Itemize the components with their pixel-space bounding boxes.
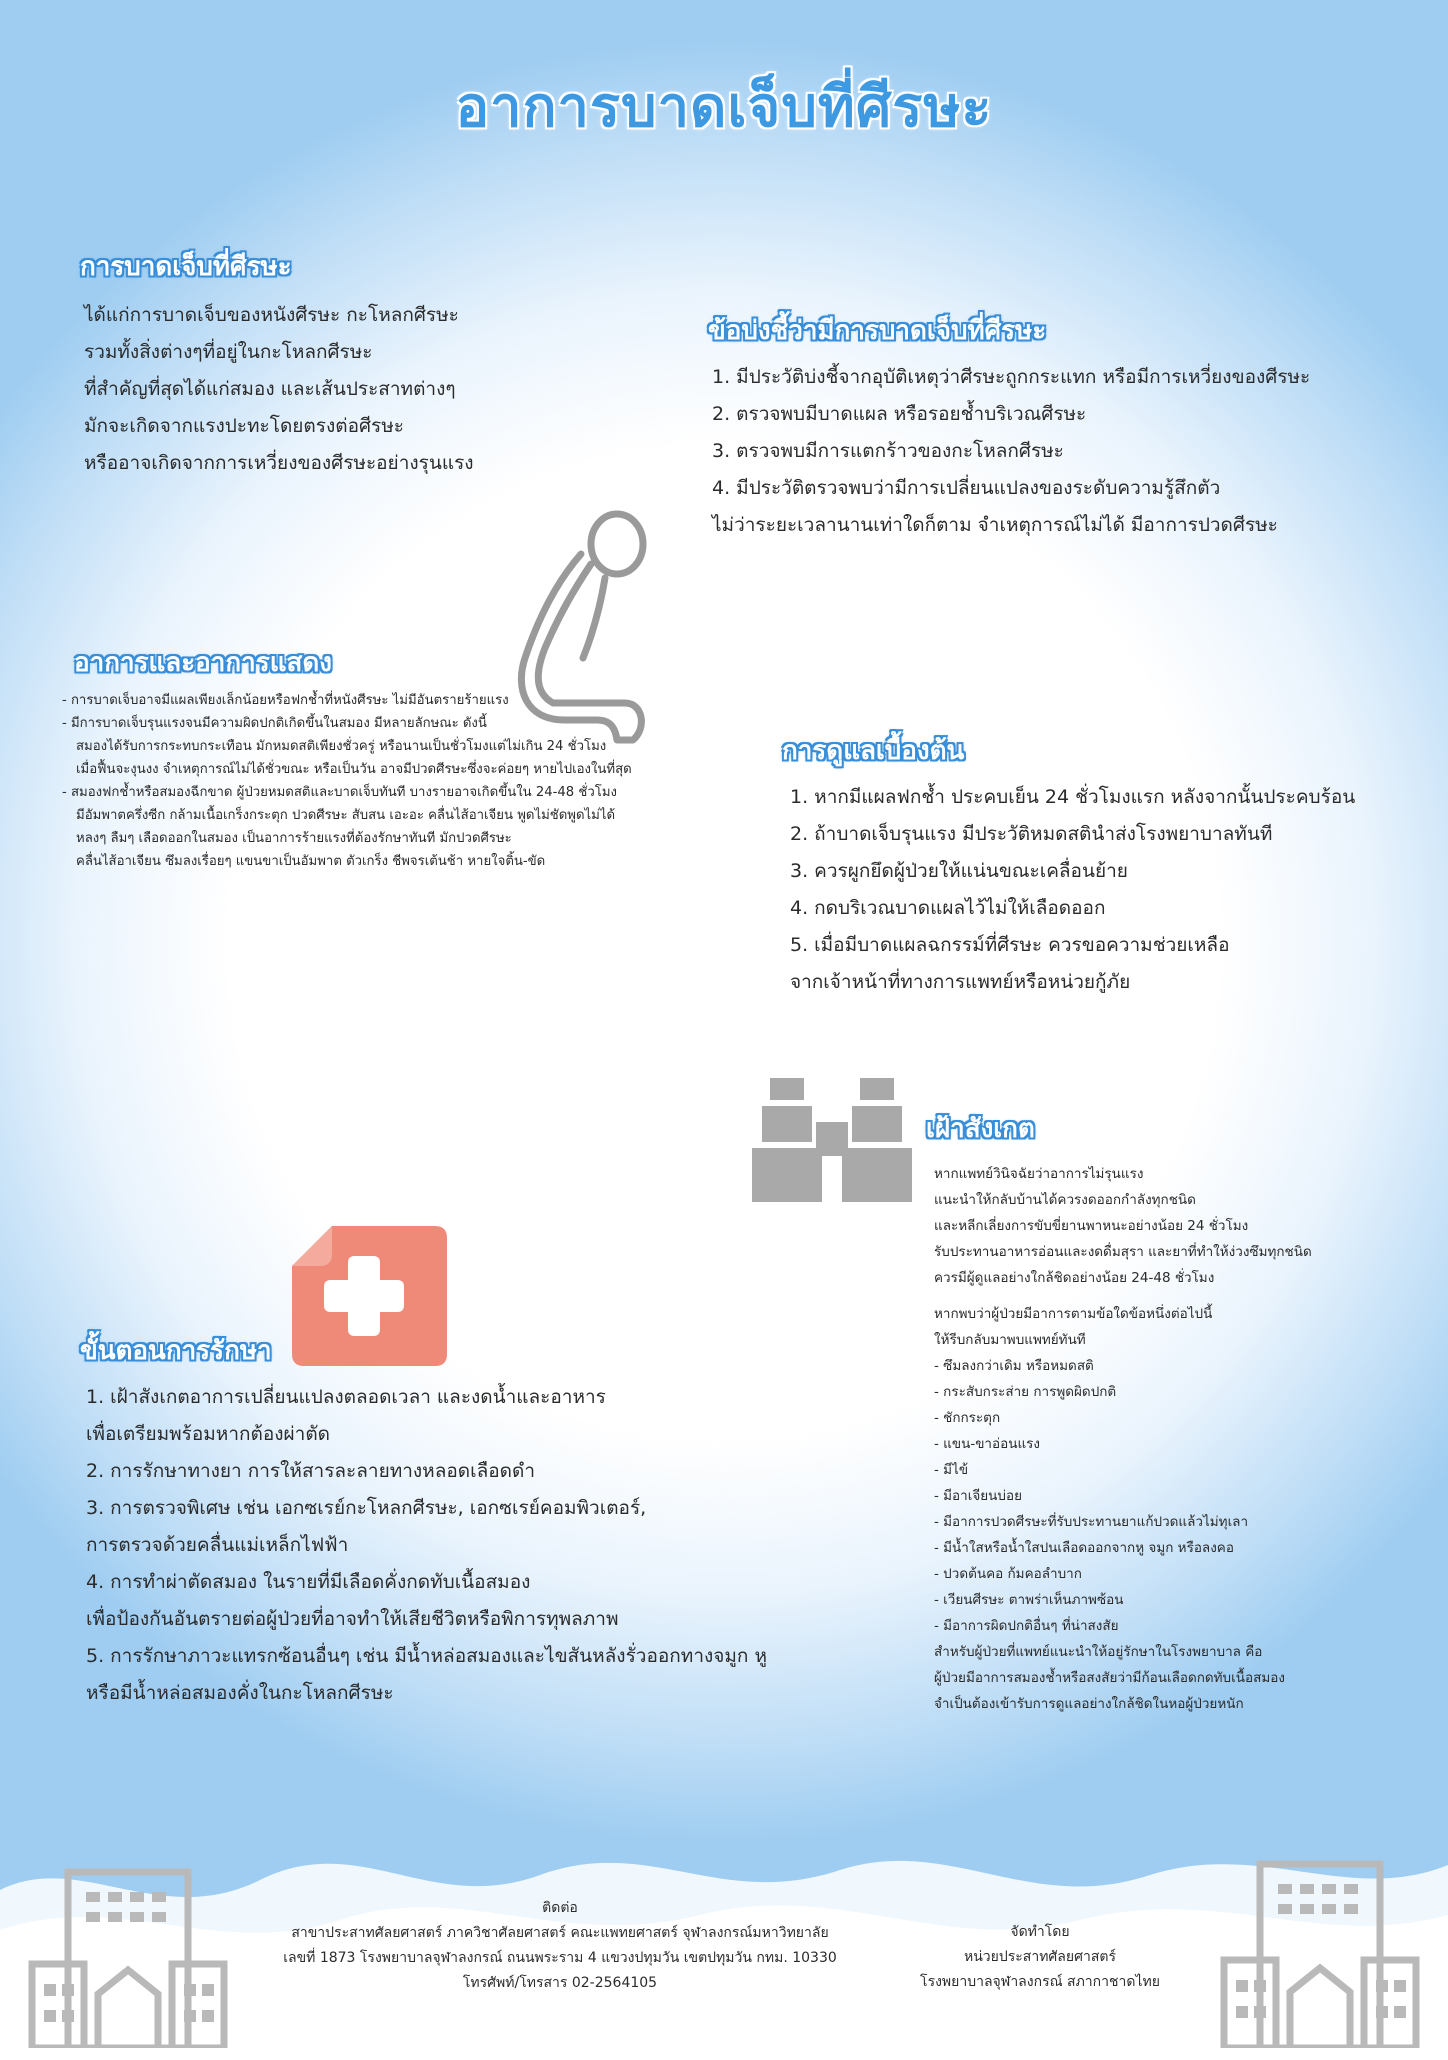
watch-line: หากพบว่าผู้ป่วยมีอาการตามข้อใดข้อหนึ่งต่อไปนี้ bbox=[934, 1306, 1213, 1322]
watch-item: - แขน-ขาอ่อนแรง bbox=[934, 1436, 1040, 1452]
watch-line: ผู้ป่วยมีอาการสมองช้ำหรือสงสัยว่ามีก้อนเลือดกดทับเนื้อสมอง bbox=[934, 1670, 1285, 1686]
watch-item: - ปวดต้นคอ ก้มคอลำบาก bbox=[934, 1566, 1082, 1582]
firstaid-item: จากเจ้าหน้าที่ทางการแพทย์หรือหน่วยกู้ภัย bbox=[790, 971, 1131, 993]
signs-item: ไม่ว่าระยะเวลานานเท่าใดก็ตาม จำเหตุการณ์ไม่ได้ มีอาการปวดศีรษะ bbox=[712, 514, 1278, 536]
intro-line: ได้แก่การบาดเจ็บของหนังศีรษะ กะโหลกศีรษะ bbox=[84, 304, 459, 326]
watch-item: - มีน้ำใสหรือน้ำใสปนเลือดออกจากหู จมูก หรือลงคอ bbox=[934, 1540, 1234, 1556]
treatment-item: 2. การรักษาทางยา การให้สารละลายทางหลอดเลือดดำ bbox=[86, 1460, 535, 1482]
treatment-item: 1. เฝ้าสังเกตอาการเปลี่ยนแปลงตลอดเวลา และงดน้ำและอาหาร bbox=[86, 1386, 606, 1408]
watch-item: - มีไข้ bbox=[934, 1462, 969, 1478]
symptom-line: หลงๆ ลืมๆ เลือดออกในสมอง เป็นอาการร้ายแรงที่ต้องรักษาทันที มักปวดศีรษะ bbox=[76, 831, 512, 846]
firstaid-item: 5. เมื่อมีบาดแผลฉกรรม์ที่ศีรษะ ควรขอความช่วยเหลือ bbox=[790, 934, 1230, 956]
watch-item: - มีอาการผิดปกติอื่นๆ ที่น่าสงสัย bbox=[934, 1618, 1119, 1634]
watch-heading: เฝ้าสังเกต bbox=[926, 1114, 1035, 1144]
symptoms-section bbox=[62, 642, 632, 873]
intro-section bbox=[80, 246, 474, 482]
treatment-item: การตรวจด้วยคลื่นแม่เหล็กไฟฟ้า bbox=[86, 1534, 349, 1556]
symptom-line: มีอัมพาตครึ่งซีก กล้ามเนื้อเกร็งกระตุก ปวดศีรษะ สับสน เอะอะ คลื่นไส้อาเจียน พูดไม่ชัดพูดไม่ได้ bbox=[76, 808, 616, 823]
watch-line: สำหรับผู้ป่วยที่แพทย์แนะนำให้อยู่รักษาในโรงพยาบาล คือ bbox=[934, 1644, 1263, 1660]
treatment-item: 4. การทำผ่าตัดสมอง ในรายที่มีเลือดคั่งกดทับเนื้อสมอง bbox=[86, 1571, 531, 1593]
firstaid-item: 3. ควรผูกยึดผู้ป่วยให้แน่นขณะเคลื่อนย้าย bbox=[790, 860, 1128, 882]
producer-line: โรงพยาบาลจุฬาลงกรณ์ สภากาชาดไทย bbox=[920, 1974, 1160, 1990]
symptom-line: - มีการบาดเจ็บรุนแรงจนมีความผิดปกติเกิดขึ้นในสมอง มีหลายลักษณะ ดังนี้ bbox=[62, 716, 487, 731]
symptom-line: สมองได้รับการกระทบกระเทือน มักหมดสติเพียงชั่วครู่ หรือนานเป็นชั่วโมงแต่ไม่เกิน 24 ชั่วโมง bbox=[76, 739, 607, 754]
firstaid-item: 4. กดบริเวณบาดแผลไว้ไม่ให้เลือดออก bbox=[790, 897, 1106, 919]
page-title: อาการบาดเจ็บที่ศีรษะ bbox=[455, 75, 993, 140]
symptom-line: - การบาดเจ็บอาจมีแผลเพียงเล็กน้อยหรือฟกช้ำที่หนังศีรษะ ไม่มีอันตรายร้ายแรง bbox=[62, 693, 509, 708]
treatment-item: 5. การรักษาภาวะแทรกซ้อนอื่นๆ เช่น มีน้ำหล่อสมองและไขสันหลังรั่วออกทางจมูก หู bbox=[86, 1645, 767, 1667]
signs-item: 3. ตรวจพบมีการแตกร้าวของกะโหลกศีรษะ bbox=[712, 440, 1064, 462]
building-icon bbox=[1220, 1856, 1420, 2048]
firstaid-item: 1. หากมีแผลฟกช้ำ ประคบเย็น 24 ชั่วโมงแรก หลังจากนั้นประคบร้อน bbox=[790, 786, 1356, 808]
signs-item: 2. ตรวจพบมีบาดแผล หรือรอยช้ำบริเวณศีรษะ bbox=[712, 403, 1087, 425]
watch-line: ให้รีบกลับมาพบแพทย์ทันที bbox=[934, 1332, 1086, 1348]
watch-line: และหลีกเลี่ยงการขับขี่ยานพาหนะอย่างน้อย 24 ชั่วโมง bbox=[934, 1218, 1249, 1234]
treatment-item: หรือมีน้ำหล่อสมองคั่งในกะโหลกศีรษะ bbox=[86, 1682, 394, 1704]
intro-line: รวมทั้งสิ่งต่างๆที่อยู่ในกะโหลกศีรษะ bbox=[84, 341, 373, 363]
treatment-section bbox=[80, 1330, 767, 1712]
firstaid-section bbox=[782, 730, 1355, 1001]
signs-item: 1. มีประวัติบ่งชี้จากอุบัติเหตุว่าศีรษะถูกกระแทก หรือมีการเหวี่ยงของศีรษะ bbox=[712, 366, 1311, 388]
symptom-line: คลื่นไส้อาเจียน ซึมลงเรื่อยๆ แขนขาเป็นอัมพาต ตัวเกร็ง ชีพจรเต้นช้า หายใจติ้น-ขัด bbox=[76, 854, 546, 869]
firstaid-heading: การดูแลเบื้องต้น bbox=[782, 736, 965, 766]
watch-item: - ซึมลงกว่าเดิม หรือหมดสติ bbox=[934, 1358, 1094, 1374]
watch-section bbox=[926, 1108, 1312, 1717]
watch-item: - กระสับกระส่าย การพูดผิดปกติ bbox=[934, 1384, 1117, 1400]
intro-line: หรืออาจเกิดจากการเหวี่ยงของศีรษะอย่างรุนแรง bbox=[84, 452, 474, 474]
signs-heading: ข้อบ่งชี้ว่ามีการบาดเจ็บที่ศีรษะ bbox=[708, 316, 1047, 346]
watch-line: จำเป็นต้องเข้ารับการดูแลอย่างใกล้ชิดในหอผู้ป่วยหนัก bbox=[934, 1696, 1244, 1712]
treatment-item: เพื่อเตรียมพร้อมหากต้องผ่าตัด bbox=[86, 1423, 330, 1445]
contact-heading: ติดต่อ bbox=[542, 1900, 578, 1916]
watch-item: - มีอาเจียนบ่อย bbox=[934, 1488, 1023, 1504]
watch-line: แนะนำให้กลับบ้านได้ควรงดออกกำลังทุกชนิด bbox=[934, 1192, 1196, 1208]
treatment-item: 3. การตรวจพิเศษ เช่น เอกซเรย์กะโหลกศีรษะ, เอกซเรย์คอมพิวเตอร์, bbox=[86, 1497, 647, 1519]
building-icon bbox=[28, 1864, 228, 2048]
producer-heading: จัดทำโดย bbox=[1010, 1924, 1070, 1940]
symptoms-heading: อาการและอาการแสดง bbox=[74, 648, 332, 678]
watch-line: ควรมีผู้ดูแลอย่างใกล้ชิดอย่างน้อย 24-48 ชั่วโมง bbox=[934, 1270, 1215, 1286]
contact-line: โทรศัพท์/โทรสาร 02-2564105 bbox=[462, 1975, 658, 1991]
watch-item: - เวียนศีรษะ ตาพร่าเห็นภาพซ้อน bbox=[934, 1592, 1124, 1608]
binoculars-icon bbox=[752, 1074, 912, 1204]
symptom-line: เมื่อฟื้นจะงุนงง จำเหตุการณ์ไม่ได้ชั่วขณะ หรือเป็นวัน อาจมีปวดศีรษะซึ่งจะค่อยๆ หายไปเองในที่สุด bbox=[76, 762, 632, 777]
treatment-item: เพื่อป้องกันอันตรายต่อผู้ป่วยที่อาจทำให้เสียชีวิตหรือพิการทุพลภาพ bbox=[86, 1608, 619, 1630]
symptom-line: - สมองฟกช้ำหรือสมองฉีกขาด ผู้ป่วยหมดสติและบาดเจ็บทันที บางรายอาจเกิดขึ้นใน 24-48 ชั่วโมง bbox=[62, 785, 617, 800]
treatment-heading: ขั้นตอนการรักษา bbox=[80, 1336, 272, 1366]
intro-line: มักจะเกิดจากแรงปะทะโดยตรงต่อศีรษะ bbox=[84, 415, 404, 437]
intro-heading: การบาดเจ็บที่ศีรษะ bbox=[80, 252, 292, 282]
intro-line: ที่สำคัญที่สุดได้แก่สมอง และเส้นประสาทต่างๆ bbox=[84, 378, 456, 400]
footer-contact bbox=[200, 1896, 920, 1996]
firstaid-item: 2. ถ้าบาดเจ็บรุนแรง มีประวัติหมดสตินำส่งโรงพยาบาลทันที bbox=[790, 823, 1273, 845]
signs-section bbox=[708, 310, 1310, 544]
watch-item: - ชักกระตุก bbox=[934, 1410, 1001, 1426]
contact-line: เลขที่ 1873 โรงพยาบาลจุฬาลงกรณ์ ถนนพระราม 4 แขวงปทุมวัน เขตปทุมวัน กทม. 10330 bbox=[283, 1950, 837, 1966]
watch-line: รับประทานอาหารอ่อนและงดดื่มสุรา และยาที่ทำให้ง่วงซึมทุกชนิด bbox=[934, 1244, 1312, 1260]
watch-item: - มีอาการปวดศีรษะที่รับประทานยาแก้ปวดแล้วไม่ทุเลา bbox=[934, 1514, 1249, 1530]
producer-line: หน่วยประสาทศัลยศาสตร์ bbox=[964, 1949, 1116, 1965]
signs-item: 4. มีประวัติตรวจพบว่ามีการเปลี่ยนแปลงของระดับความรู้สึกตัว bbox=[712, 477, 1221, 499]
watch-line: หากแพทย์วินิจฉัยว่าอาการไม่รุนแรง bbox=[934, 1166, 1144, 1182]
contact-line: สาขาประสาทศัลยศาสตร์ ภาควิชาศัลยศาสตร์ คณะแพทยศาสตร์ จุฬาลงกรณ์มหาวิทยาลัย bbox=[291, 1925, 829, 1941]
footer-producer bbox=[890, 1920, 1190, 1995]
